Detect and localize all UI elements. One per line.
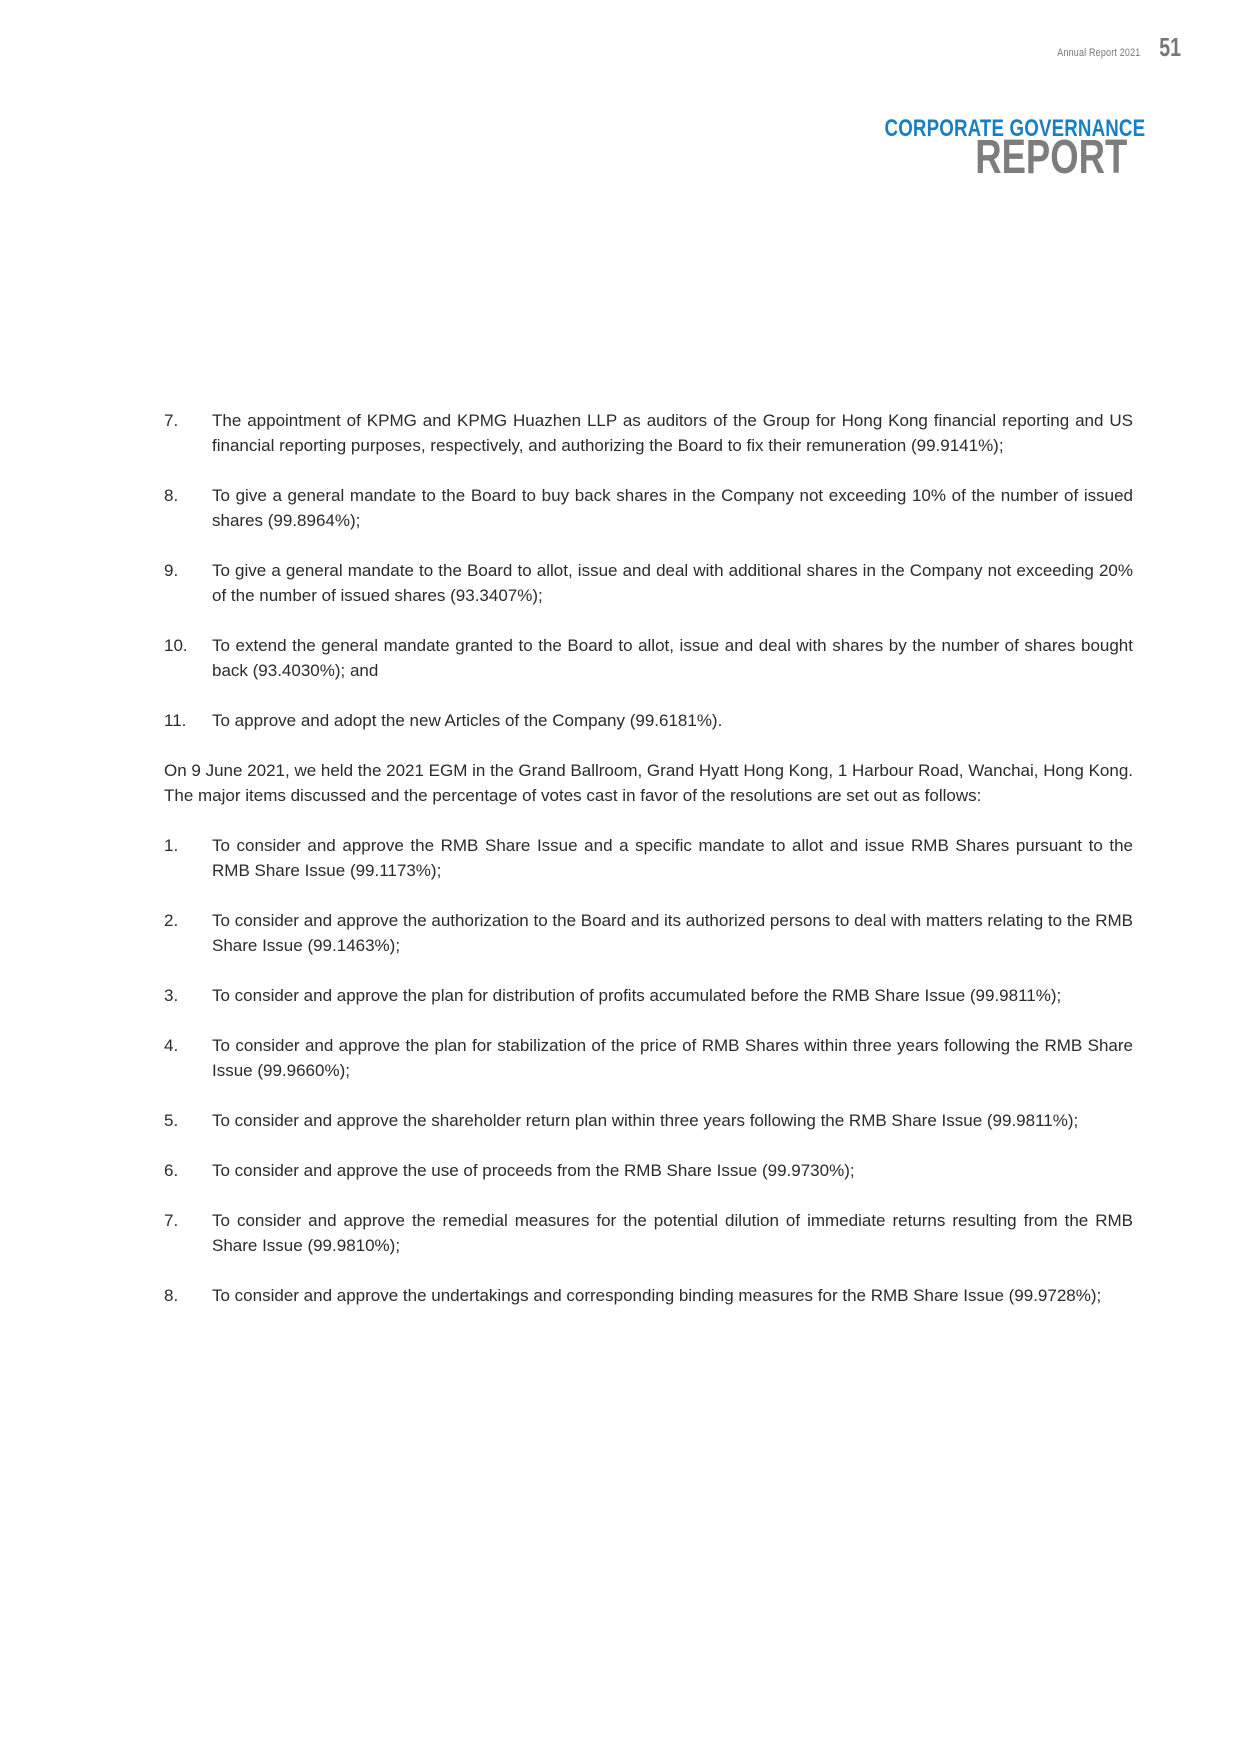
report-label: Annual Report 2021	[1056, 47, 1141, 59]
list-item-egm-6	[164, 1158, 1133, 1183]
list-item-agm-7	[164, 408, 1133, 458]
list-item-egm-8	[164, 1283, 1133, 1308]
list-item-egm-5	[164, 1108, 1133, 1133]
list-item-text: To consider and approve the plan for stabilization of the price of RMB Shares within three years following the RMB Share Issue (99.9660%);	[212, 1036, 1133, 1080]
page-header	[1039, 34, 1181, 60]
list-item-number: 9.	[164, 561, 179, 580]
list-item-agm-11	[164, 708, 1133, 733]
list-item-number: 10.	[164, 636, 188, 655]
list-item-egm-7	[164, 1208, 1133, 1258]
list-item-egm-2	[164, 908, 1133, 958]
list-item-agm-10	[164, 633, 1133, 683]
list-item-text: To consider and approve the plan for distribution of profits accumulated before the RMB Share Issue (99.9811%);	[212, 986, 1062, 1005]
list-item-number: 8.	[164, 486, 179, 505]
list-item-text: To consider and approve the authorization to the Board and its authorized persons to deal with matters relating to the RMB Share Issue (99.1463%);	[212, 911, 1133, 955]
list-item-number: 2.	[164, 911, 179, 930]
list-item-number: 1.	[164, 836, 179, 855]
list-item-number: 8.	[164, 1286, 179, 1305]
list-item-text: The appointment of KPMG and KPMG Huazhen LLP as auditors of the Group for Hong Kong financial reporting and US financial reporting purposes, respectively, and authorizing the Board to fix their remuneration (99.9141%);	[212, 411, 1133, 455]
list-item-number: 7.	[164, 1211, 179, 1230]
list-item-text: To consider and approve the shareholder return plan within three years following the RMB Share Issue (99.9811%);	[212, 1111, 1079, 1130]
section-title-line1: CORPORATE GOVERNANCE	[884, 115, 1145, 142]
body-content	[164, 408, 1133, 1333]
list-item-text: To give a general mandate to the Board to allot, issue and deal with additional shares in the Company not exceeding 20% of the number of issued shares (93.3407%);	[212, 561, 1133, 605]
list-item-number: 5.	[164, 1111, 179, 1130]
list-item-number: 3.	[164, 986, 179, 1005]
list-item-number: 7.	[164, 411, 179, 430]
list-item-number: 4.	[164, 1036, 179, 1055]
list-item-egm-3	[164, 983, 1133, 1008]
list-item-text: To consider and approve the use of proceeds from the RMB Share Issue (99.9730%);	[212, 1161, 855, 1180]
list-item-text: To consider and approve the RMB Share Issue and a specific mandate to allot and issue RMB Shares pursuant to the RMB Share Issue (99.1173%);	[212, 836, 1133, 880]
list-item-agm-8	[164, 483, 1133, 533]
list-item-number: 6.	[164, 1161, 179, 1180]
section-title-line2: REPORT	[974, 131, 1127, 184]
egm-intro-paragraph: On 9 June 2021, we held the 2021 EGM in the Grand Ballroom, Grand Hyatt Hong Kong, 1 Harbour Road, Wanchai, Hong Kong. The major items discussed and the percentage of votes cast in favor of the resolutions are set out as follows:	[164, 761, 1133, 805]
page-number: 51	[1159, 32, 1181, 62]
list-item-egm-1	[164, 833, 1133, 883]
list-item-text: To consider and approve the undertakings and corresponding binding measures for the RMB Share Issue (99.9728%);	[212, 1286, 1102, 1305]
list-item-text: To consider and approve the remedial measures for the potential dilution of immediate returns resulting from the RMB Share Issue (99.9810%);	[212, 1211, 1133, 1255]
list-item-agm-9	[164, 558, 1133, 608]
list-item-text: To extend the general mandate granted to the Board to allot, issue and deal with shares by the number of shares bought back (93.4030%); and	[212, 636, 1133, 680]
list-item-text: To give a general mandate to the Board to buy back shares in the Company not exceeding 10% of the number of issued shares (99.8964%);	[212, 486, 1133, 530]
section-title	[811, 115, 1145, 184]
list-item-egm-4	[164, 1033, 1133, 1083]
list-item-number: 11.	[164, 711, 187, 730]
list-item-text: To approve and adopt the new Articles of the Company (99.6181%).	[212, 711, 723, 730]
